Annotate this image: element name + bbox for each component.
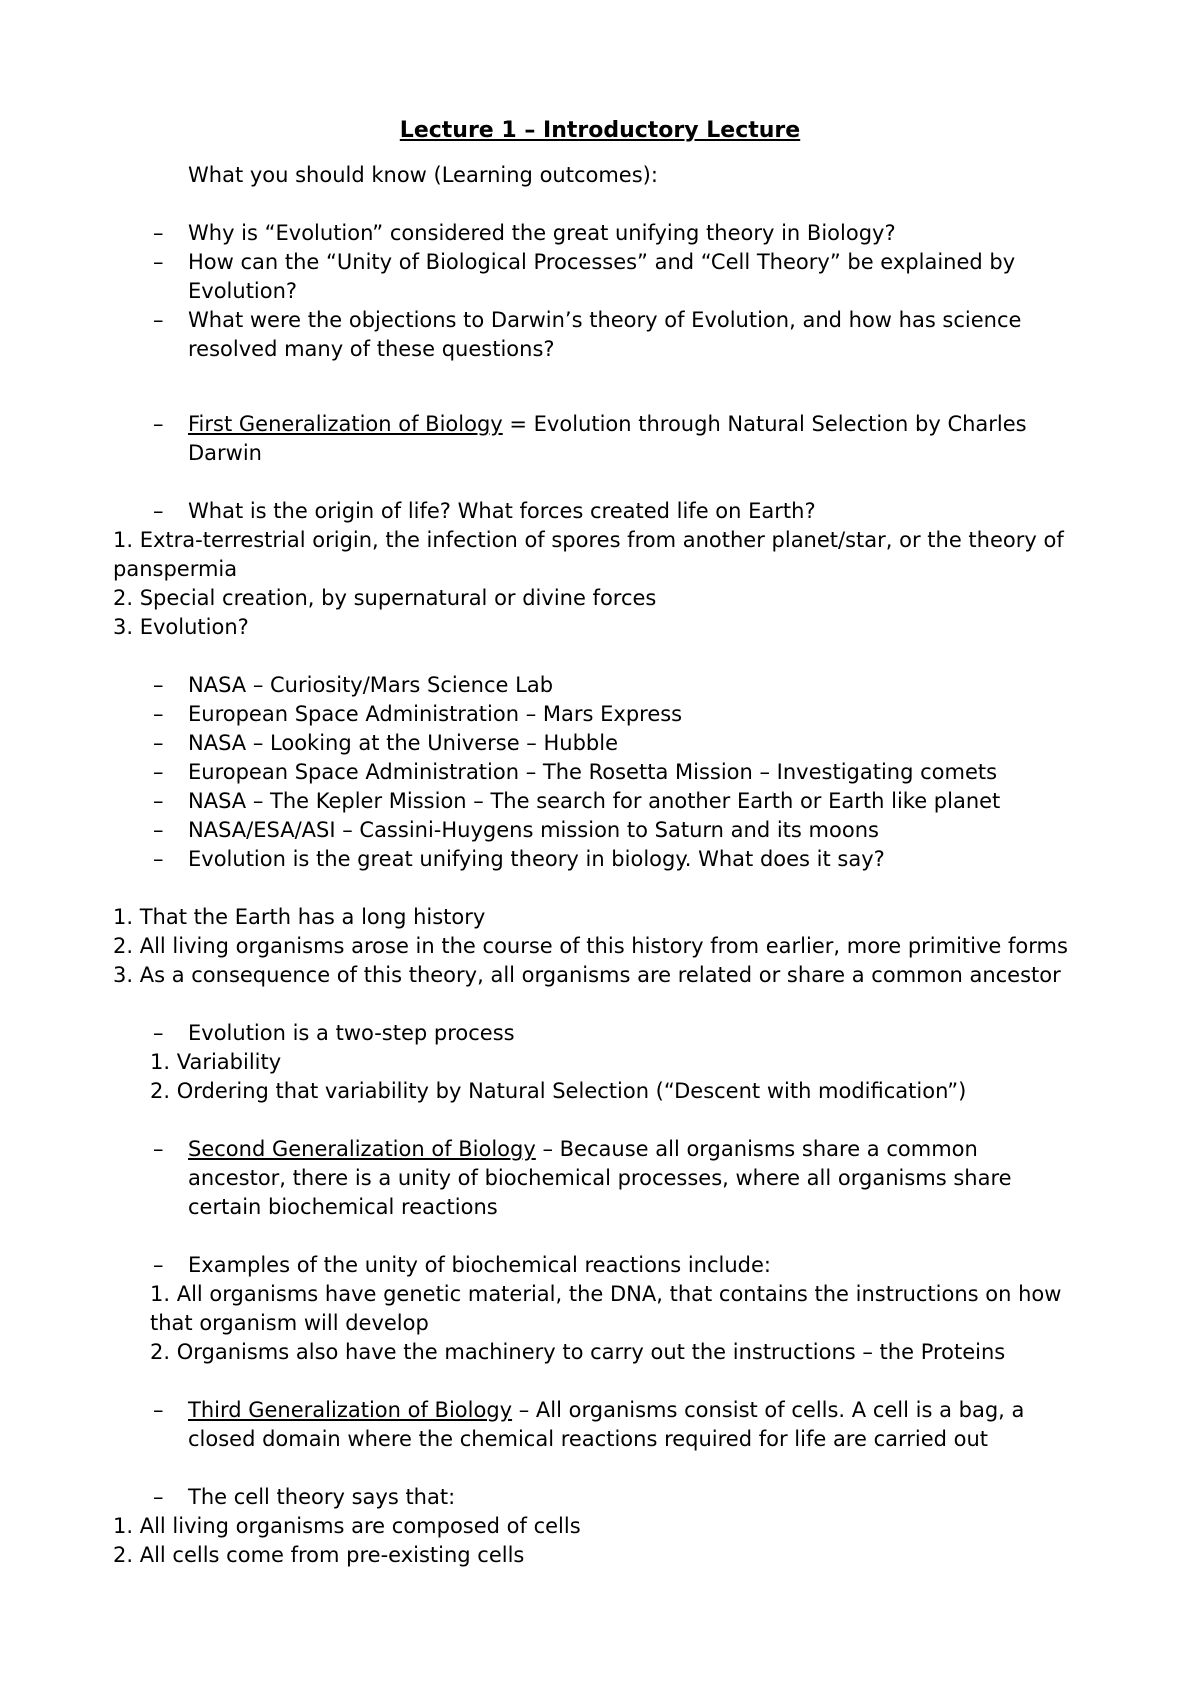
generalization-text: – All organisms consist of cells. A cell is a bag, a — [512, 1398, 1025, 1422]
first-generalization-cont: Darwin — [188, 441, 262, 465]
mission-item: European Space Administration – Mars Express — [188, 702, 683, 726]
origin-item: 2. Special creation, by supernatural or divine forces — [113, 586, 657, 610]
mission-item: NASA/ESA/ASI – Cassini-Huygens mission to Saturn and its moons — [188, 818, 879, 842]
two-step-item: 2. Ordering that variability by Natural Selection (“Descent with modification”) — [150, 1079, 967, 1103]
outcome-2-cont: Evolution? — [188, 279, 298, 303]
mission-item: Evolution is the great unifying theory in biology. What does it say? — [188, 847, 885, 871]
unity-heading: Examples of the unity of biochemical reactions include: — [188, 1253, 771, 1277]
evolution-point: 3. As a consequence of this theory, all organisms are related or share a common ancestor — [113, 963, 1061, 987]
first-generalization — [188, 410, 1027, 439]
mission-item: NASA – Curiosity/Mars Science Lab — [188, 673, 554, 697]
dash-bullet: – — [153, 250, 164, 274]
outcome-1: Why is “Evolution” considered the great unifying theory in Biology? — [188, 221, 896, 245]
outcome-3: What were the objections to Darwin’s theory of Evolution, and how has science — [188, 308, 1022, 332]
cell-theory-item: 2. All cells come from pre-existing cells — [113, 1543, 525, 1567]
unity-item: 2. Organisms also have the machinery to carry out the instructions – the Proteins — [150, 1340, 1006, 1364]
dash-bullet: – — [153, 412, 164, 436]
intro-text: What you should know (Learning outcomes): — [188, 163, 658, 187]
second-generalization-cont: certain biochemical reactions — [188, 1195, 498, 1219]
dash-bullet: – — [153, 1021, 164, 1045]
dash-bullet: – — [153, 731, 164, 755]
cell-theory-item: 1. All living organisms are composed of cells — [113, 1514, 581, 1538]
page-title: Lecture 1 – Introductory Lecture — [399, 118, 801, 143]
mission-item: NASA – Looking at the Universe – Hubble — [188, 731, 618, 755]
generalization-label: Second Generalization of Biology — [188, 1137, 536, 1161]
outcome-2: How can the “Unity of Biological Processes” and “Cell Theory” be explained by — [188, 250, 1016, 274]
unity-item: that organism will develop — [150, 1311, 429, 1335]
generalization-label: Third Generalization of Biology — [188, 1398, 513, 1422]
dash-bullet: – — [153, 308, 164, 332]
dash-bullet: – — [153, 221, 164, 245]
third-generalization — [188, 1396, 1024, 1425]
cell-theory-heading: The cell theory says that: — [188, 1485, 456, 1509]
origin-question: What is the origin of life? What forces created life on Earth? — [188, 499, 816, 523]
dash-bullet: – — [153, 1485, 164, 1509]
generalization-text: – Because all organisms share a common — [535, 1137, 978, 1161]
dash-bullet: – — [153, 818, 164, 842]
mission-item: European Space Administration – The Rosetta Mission – Investigating comets — [188, 760, 998, 784]
dash-bullet: – — [153, 847, 164, 871]
dash-bullet: – — [153, 789, 164, 813]
generalization-text: = Evolution through Natural Selection by Charles — [502, 412, 1027, 436]
two-step-item: 1. Variability — [150, 1050, 282, 1074]
dash-bullet: – — [153, 702, 164, 726]
mission-item: NASA – The Kepler Mission – The search for another Earth or Earth like planet — [188, 789, 1001, 813]
origin-item: 1. Extra-terrestrial origin, the infection of spores from another planet/star, or the theory of — [113, 528, 1064, 552]
generalization-label: First Generalization of Biology — [188, 412, 503, 436]
evolution-point: 2. All living organisms arose in the course of this history from earlier, more primitive forms — [113, 934, 1068, 958]
dash-bullet: – — [153, 760, 164, 784]
second-generalization-cont: ancestor, there is a unity of biochemical processes, where all organisms share — [188, 1166, 1012, 1190]
dash-bullet: – — [153, 499, 164, 523]
origin-item: panspermia — [113, 557, 238, 581]
third-generalization-cont: closed domain where the chemical reactions required for life are carried out — [188, 1427, 989, 1451]
origin-item: 3. Evolution? — [113, 615, 249, 639]
evolution-point: 1. That the Earth has a long history — [113, 905, 486, 929]
dash-bullet: – — [153, 1253, 164, 1277]
two-step-heading: Evolution is a two-step process — [188, 1021, 515, 1045]
dash-bullet: – — [153, 673, 164, 697]
unity-item: 1. All organisms have genetic material, the DNA, that contains the instructions on how — [150, 1282, 1062, 1306]
dash-bullet: – — [153, 1137, 164, 1161]
outcome-3-cont: resolved many of these questions? — [188, 337, 555, 361]
second-generalization — [188, 1135, 978, 1164]
dash-bullet: – — [153, 1398, 164, 1422]
